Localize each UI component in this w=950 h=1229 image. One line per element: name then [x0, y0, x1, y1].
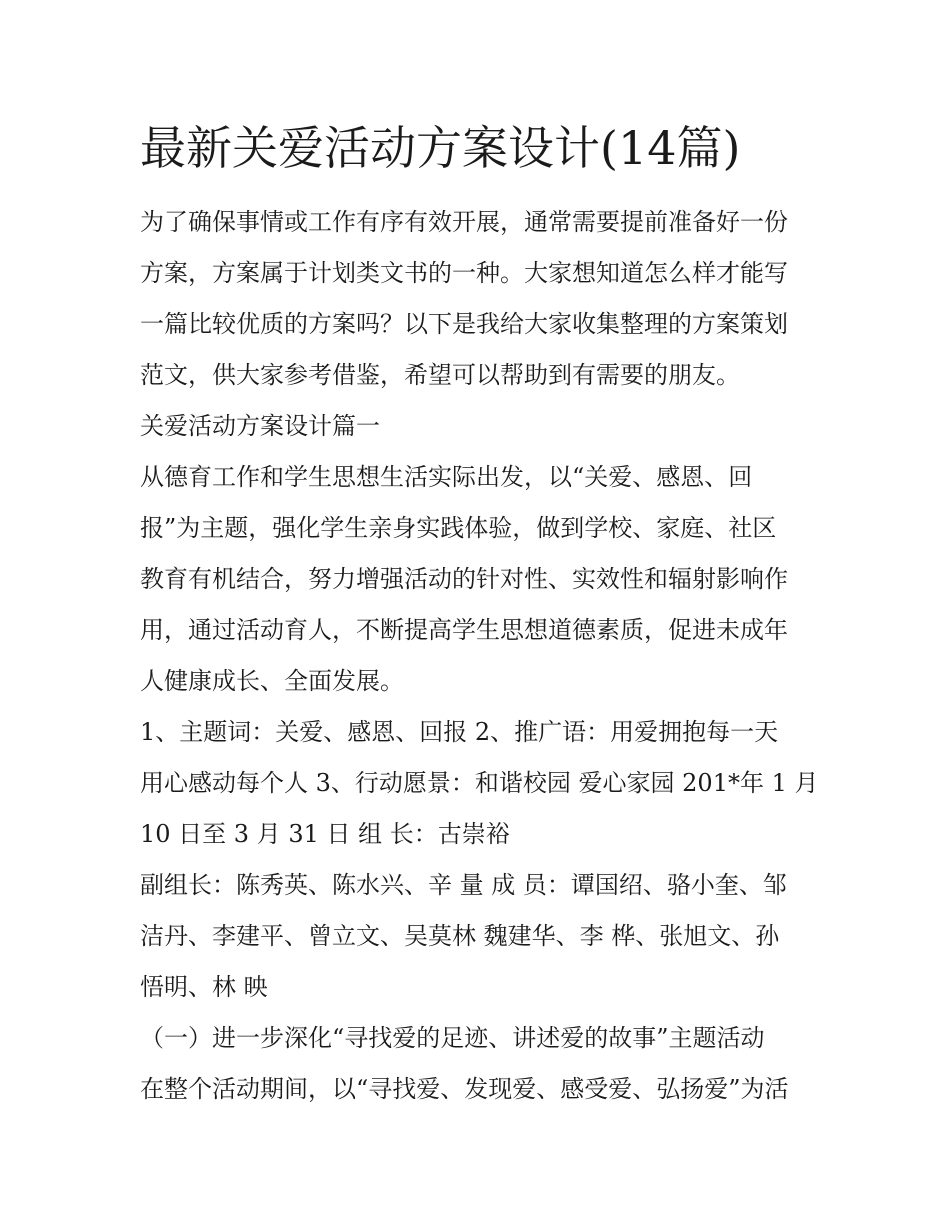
- paragraph-line: 10 日至 3 月 31 日 组 长：古崇裕: [140, 820, 510, 848]
- paragraph-line: 从德育工作和学生思想生活实际出发，以“关爱、感恩、回: [140, 463, 753, 491]
- paragraph-line: 在整个活动期间，以“寻找爱、发现爱、感受爱、弘扬爱”为活: [140, 1075, 789, 1103]
- paragraph-line: 1、主题词：关爱、感恩、回报 2、推广语：用爱拥抱每一天: [140, 718, 779, 746]
- document-title: 最新关爱活动方案设计(14篇): [140, 121, 741, 175]
- paragraph-line: 用心感动每个人 3、行动愿景：和谐校园 爱心家园 201*年 1 月: [140, 769, 819, 797]
- paragraph-line: 报”为主题，强化学生亲身实践体验，做到学校、家庭、社区: [140, 514, 777, 542]
- paragraph-line: 范文，供大家参考借鉴，希望可以帮助到有需要的朋友。: [140, 361, 740, 389]
- paragraph-line: 教育有机结合，努力增强活动的针对性、实效性和辐射影响作: [140, 565, 788, 593]
- paragraph-line: 为了确保事情或工作有序有效开展，通常需要提前准备好一份: [140, 208, 788, 236]
- paragraph-line: 用，通过活动育人，不断提高学生思想道德素质，促进未成年: [140, 616, 788, 644]
- paragraph-line: 副组长：陈秀英、陈水兴、辛 量 成 员：谭国绍、骆小奎、邹: [140, 871, 787, 899]
- paragraph-line: 悟明、林 映: [140, 973, 268, 1001]
- paragraph-line: 一篇比较优质的方案吗？以下是我给大家收集整理的方案策划: [140, 310, 788, 338]
- paragraph-line: 人健康成长、全面发展。: [140, 667, 404, 695]
- paragraph-line: 洁丹、李建平、曾立文、吴莫林 魏建华、李 桦、张旭文、孙: [140, 922, 780, 950]
- paragraph-line: （一）进一步深化“寻找爱的足迹、讲述爱的故事”主题活动: [140, 1024, 765, 1052]
- paragraph-line: 方案，方案属于计划类文书的一种。大家想知道怎么样才能写: [140, 259, 788, 287]
- section-heading: 关爱活动方案设计篇一: [140, 412, 380, 440]
